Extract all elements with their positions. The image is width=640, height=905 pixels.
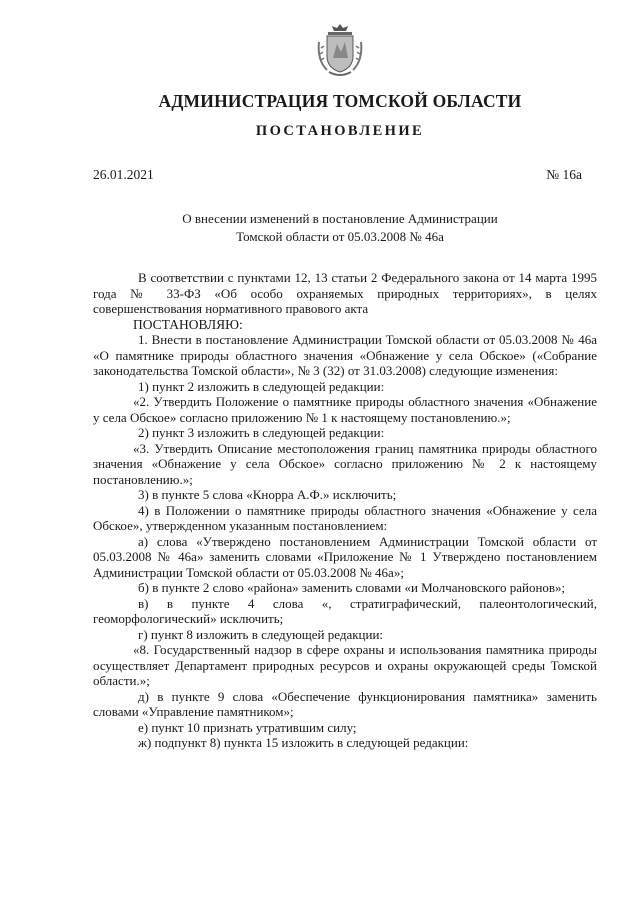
- paragraph: г) пункт 8 изложить в следующей редакции:: [138, 626, 384, 642]
- paragraph: в) в пункте 4 слова «, стратиграфический, палеонтологический, геоморфологический» исключить;: [93, 595, 597, 626]
- paragraph: 1. Внести в постановление Администрации Томской области от 05.03.2008 № 46а «О памятнике природы областного значения «Обнажение у села Обское» («Собрание законодательства Томской области», № 3 (32) от 31.03.2008) следующие изменения:: [93, 332, 597, 378]
- paragraph: д) в пункте 9 слова «Обеспечение функционирования памятника» заменить словами «Управление памятником»;: [93, 688, 597, 719]
- paragraph: б) в пункте 2 слово «района» заменить словами «и Молчановского районов»;: [138, 580, 566, 595]
- organization-title: АДМИНИСТРАЦИЯ ТОМСКОЙ ОБЛАСТИ: [158, 91, 522, 111]
- paragraph: е) пункт 10 признать утратившим силу;: [138, 719, 357, 735]
- intro-paragraph: В соответствии с пунктами 12, 13 статьи 2 Федерального закона от 14 марта 1995 года № 33-ФЗ «Об особо охраняемых природных территориях», в целях совершенствования нормативного правового акта: [93, 270, 597, 316]
- document-subject: [0, 210, 640, 246]
- coat-of-arms-icon: [315, 22, 365, 80]
- paragraph: «3. Утвердить Описание местоположения границ памятника природы областного значения «Обнажение у села Обское» согласно приложению № 2 к настоящему постановлению.»;: [93, 440, 597, 487]
- document-number: № 16а: [546, 167, 582, 182]
- paragraph: а) слова «Утверждено постановлением Администрации Томской области от 05.03.2008 № 46а» заменить словами «Приложение № 1 Утверждено постановлением Администрации Томской области от 05.03.2008 № 46а»;: [93, 533, 597, 580]
- decree-heading: ПОСТАНОВЛЯЮ:: [133, 316, 243, 332]
- paragraph: «8. Государственный надзор в сфере охраны и использования памятника природы осуществляет Департамент природных ресурсов и охраны окружающей среды Томской области.»;: [93, 642, 597, 688]
- paragraph: 1) пункт 2 изложить в следующей редакции:: [138, 378, 385, 394]
- document-type: ПОСТАНОВЛЕНИЕ: [255, 123, 425, 139]
- paragraph: 4) в Положении о памятнике природы областного значения «Обнажение у села Обское», утвержденном указанным постановлением:: [93, 502, 597, 533]
- document-body: [93, 270, 597, 751]
- paragraph: 3) в пункте 5 слова «Кнорра А.Ф.» исключить;: [138, 487, 397, 502]
- paragraph: ж) подпункт 8) пункта 15 изложить в следующей редакции:: [138, 735, 469, 750]
- document-date: 26.01.2021: [93, 167, 154, 182]
- subject-line: Томской области от 05.03.2008 № 46а: [236, 229, 444, 244]
- subject-line: О внесении изменений в постановление Администрации: [182, 211, 498, 226]
- paragraph: «2. Утвердить Положение о памятнике природы областного значения «Обнажение у села Обское» согласно приложению № 1 к настоящему постановлению.»;: [93, 394, 597, 425]
- paragraph: 2) пункт 3 изложить в следующей редакции:: [138, 425, 385, 440]
